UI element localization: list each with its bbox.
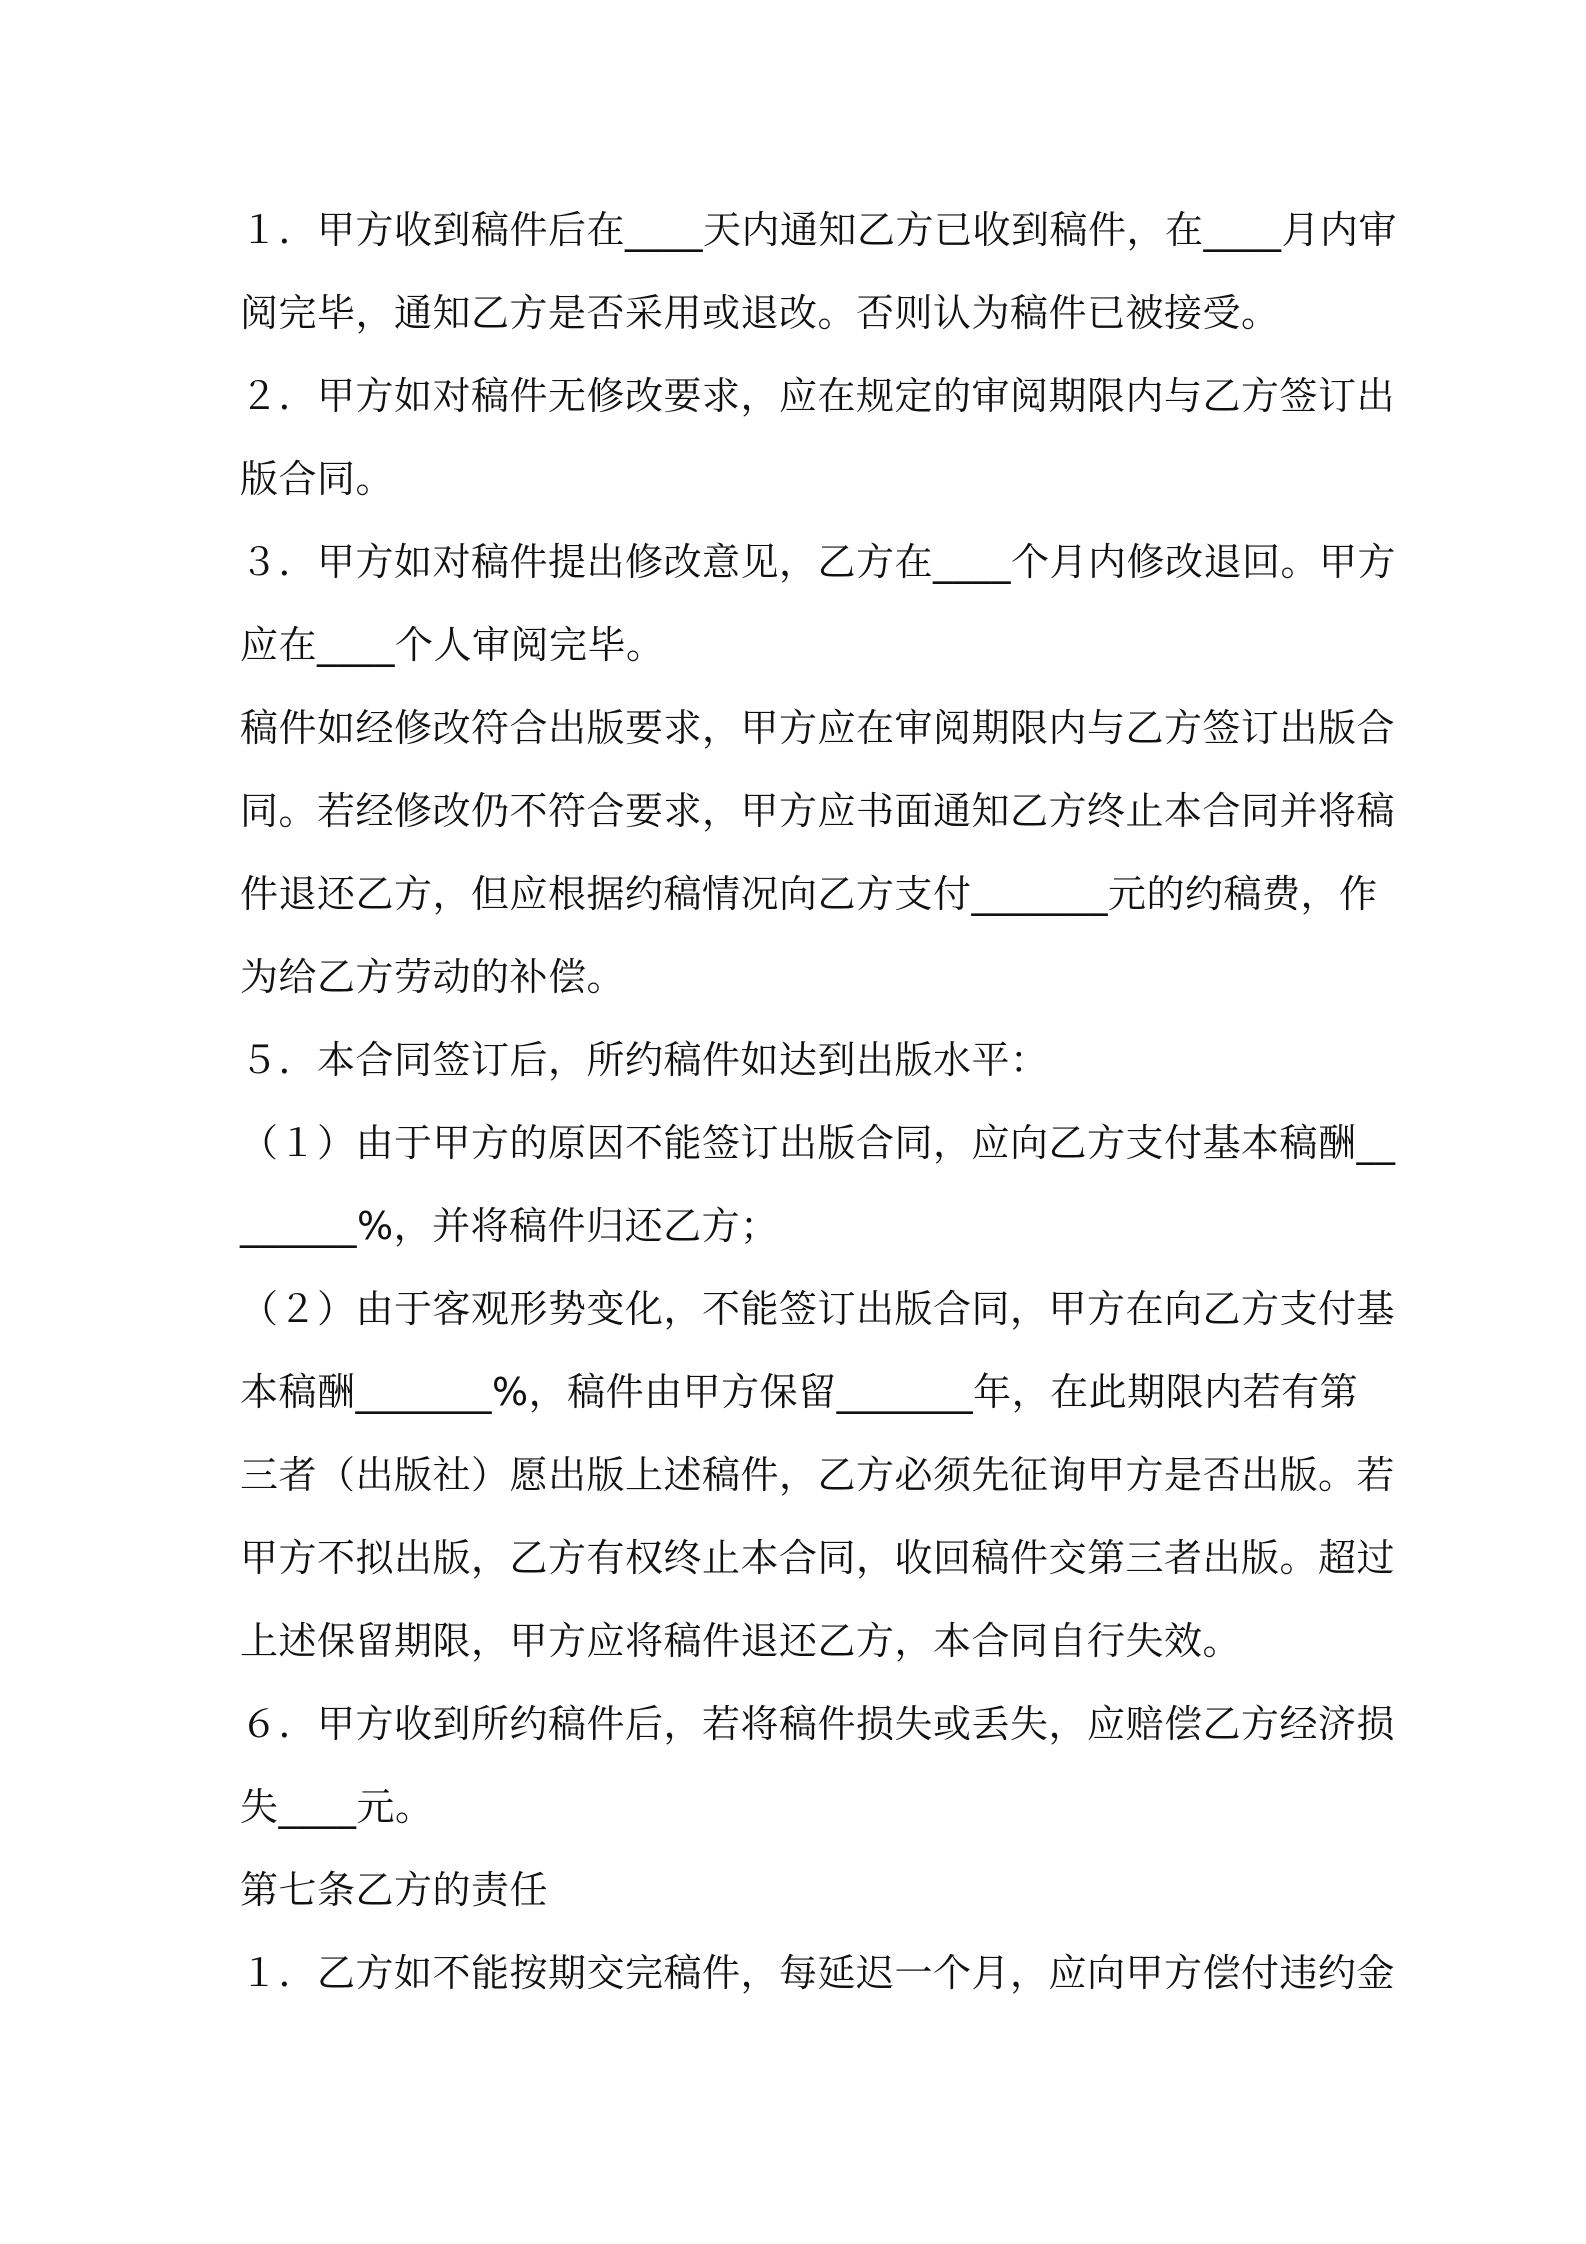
text-line: ２．甲方如对稿件无修改要求，应在规定的审阅期限内与乙方签订出 bbox=[240, 374, 1396, 418]
text-line: 件退还乙方，但应根据约稿情况向乙方支付_______元的约稿费，作 bbox=[240, 872, 1378, 916]
text-line: 本稿酬_______%，稿件由甲方保留_______年，在此期限内若有第 bbox=[240, 1370, 1359, 1414]
text-line: （２）由于客观形势变化，不能签订出版合同，甲方在向乙方支付基 bbox=[240, 1287, 1396, 1331]
text-line: ３．甲方如对稿件提出修改意见，乙方在____个月内修改退回。甲方 bbox=[240, 540, 1397, 584]
text-line: １．甲方收到稿件后在____天内通知乙方已收到稿件，在____月内审 bbox=[240, 208, 1398, 252]
text-line: 为给乙方劳动的补偿。 bbox=[240, 955, 626, 999]
text-line: 应在____个人审阅完毕。 bbox=[240, 623, 665, 667]
text-line: １．乙方如不能按期交完稿件，每延迟一个月，应向甲方偿付违约金 bbox=[240, 1951, 1396, 1995]
section-heading: 第七条乙方的责任 bbox=[240, 1868, 549, 1912]
text-line: ______%，并将稿件归还乙方； bbox=[240, 1204, 779, 1248]
text-line: 阅完毕，通知乙方是否采用或退改。否则认为稿件已被接受。 bbox=[240, 291, 1280, 335]
text-line: ６．甲方收到所约稿件后，若将稿件损失或丢失，应赔偿乙方经济损 bbox=[240, 1702, 1396, 1746]
text-line: 甲方不拟出版，乙方有权终止本合同，收回稿件交第三者出版。超过 bbox=[240, 1536, 1396, 1580]
text-line: 稿件如经修改符合出版要求，甲方应在审阅期限内与乙方签订出版合 bbox=[240, 706, 1396, 750]
text-line: 版合同。 bbox=[240, 457, 395, 501]
text-line: ５．本合同签订后，所约稿件如达到出版水平： bbox=[240, 1038, 1049, 1082]
text-line: 上述保留期限，甲方应将稿件退还乙方，本合同自行失效。 bbox=[240, 1619, 1242, 1663]
text-line: 失____元。 bbox=[240, 1785, 434, 1829]
text-line: 同。若经修改仍不符合要求，甲方应书面通知乙方终止本合同并将稿 bbox=[240, 789, 1396, 833]
text-line: （１）由于甲方的原因不能签订出版合同，应向乙方支付基本稿酬__ bbox=[240, 1121, 1396, 1165]
text-line: 三者（出版社）愿出版上述稿件，乙方必须先征询甲方是否出版。若 bbox=[240, 1453, 1396, 1497]
